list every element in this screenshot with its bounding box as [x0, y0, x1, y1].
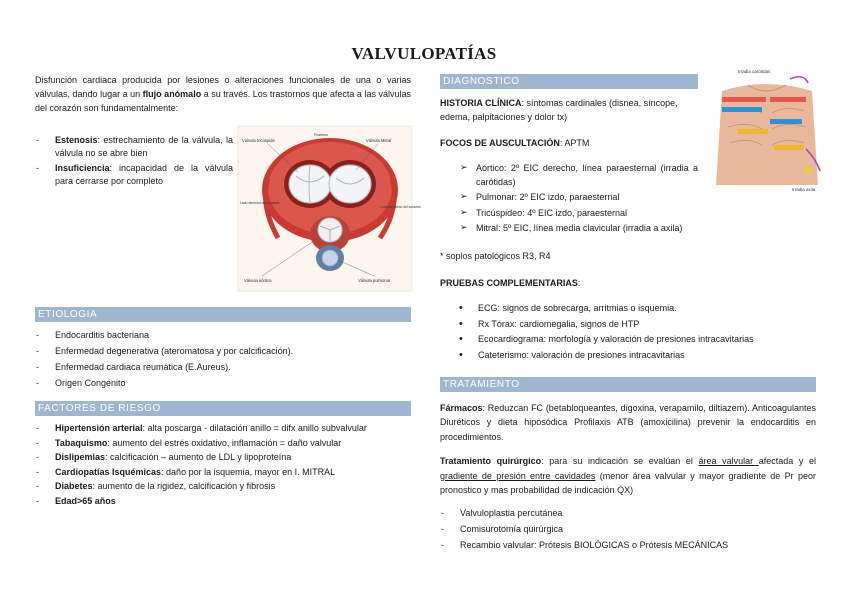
list-item: - Diabetes: aumento de la rigidez, calcificación y fibrosis: [35, 480, 411, 493]
section-etiologia: [35, 307, 411, 393]
left-column: [35, 74, 421, 506]
list-item: ➢ Aórtico: 2º EIC derecho, línea paraesternal (irradia a carótidas): [460, 162, 698, 189]
intro-text-b: a su través. Los trastornos que afecta a las válvulas del corazón son fundamentalmente:: [35, 88, 411, 113]
list-item: - Hipertensión arterial: alta poscarga - dilatación anillo = difx anillo subvalvular: [35, 422, 411, 435]
tratamiento-list: [440, 507, 816, 552]
section-tratamiento: [440, 377, 816, 555]
label-irradia-axila: Irradia axila: [792, 187, 816, 192]
list-item: - Valvuloplastia percutánea: [440, 507, 816, 520]
focos-list: [460, 162, 698, 238]
intro-paragraph: [35, 74, 411, 116]
list-item: - Enfermedad cardiaca reumática (E.Aureus).: [35, 361, 411, 374]
list-item: • Cateterismo: valoración de presiones intracavitarias: [458, 349, 818, 362]
intro-text-a: Disfunción cardiaca producida por lesiones o alteraciones funcionales de una o varias válvulas, dando lugar a un: [35, 75, 411, 99]
label-lado-izquierdo: Lado izquierdo del corazón: [380, 205, 421, 209]
label-tricuspide: Válvula tricúspide: [242, 138, 275, 143]
definitions-list: [35, 134, 233, 190]
list-item: - Edad>65 años: [35, 495, 411, 508]
chest-auscultation-illustration: [708, 67, 826, 193]
label-posterior: Posterior: [314, 133, 329, 137]
list-item: - Cardiopatías Isquémicas: daño por la isquemia, mayor en I. MITRAL: [35, 466, 411, 479]
list-item: - Endocarditis bacteriana: [35, 329, 411, 342]
list-item: - Origen Congénito: [35, 377, 411, 390]
diagnostico-heading: DIAGNOSTICO: [440, 74, 698, 89]
page-title: VALVULOPATÍAS: [351, 44, 497, 63]
list-item: - Enfermedad degenerativa (ateromatosa y por calcificación).: [35, 345, 411, 358]
list-item: ➢ Mitral: 5º EIC, línea media clavicular (irradia a axila): [460, 222, 698, 236]
list-item: • ECG: signos de sobrecarga, arritmias o isquemia.: [458, 302, 818, 315]
list-item: - Comisurotomía quirúrgica: [440, 523, 816, 536]
tratamiento-heading: TRATAMIENTO: [440, 377, 816, 392]
farmacos-paragraph: Fármacos: Reduzcan FC (betabloqueantes, digoxina, verapamilo, diltiazem). Anticoagulantes Diuréticos y dieta hiposódica Profilaxis ATB (amoxicilina) prevenir la endocarditis en procedimientos.: [440, 403, 816, 442]
list-item: - Recambio valvular: Prótesis BIOLÓGICAS o Prótesis MECÁNICAS: [440, 539, 816, 552]
label-pulmonar: Válvula pulmonar: [358, 278, 391, 283]
pruebas-list: [458, 302, 818, 364]
factores-list: [35, 422, 411, 508]
soplos-note: * soplos patológicos R3, R4: [440, 251, 551, 261]
label-lado-derecho: Lado derecho del corazón: [240, 201, 280, 205]
definition-item: - Insuficiencia: incapacidad de la válvula para cerrarse por completo: [35, 162, 233, 188]
factores-heading: FACTORES DE RIESGO: [35, 401, 411, 416]
heart-valves-illustration: [238, 126, 421, 291]
historia-clinica: HISTORIA CLÍNICA: síntomas cardinales (disnea, síncope, edema, palpitaciones y dolor tx): [440, 98, 678, 122]
section-factores-riesgo: [35, 401, 411, 509]
etiologia-heading: ETIOLOGIA: [35, 307, 411, 322]
etiologia-list: [35, 329, 411, 390]
pruebas-complementarias-heading: PRUEBAS COMPLEMENTARIAS:: [440, 278, 581, 288]
list-item: • Ecocardiograma: morfología y valoración de presiones intracavitarias: [458, 333, 818, 346]
label-aortica: Válvula aórtica: [244, 278, 272, 283]
label-irradia-carotidas: Irradia carótidas: [738, 69, 771, 74]
list-item: ➢ Tricúspideo: 4º EIC izdo, paraesternal: [460, 207, 698, 221]
section-diagnostico: [440, 74, 698, 125]
focos-auscultacion-heading: FOCOS DE AUSCULTACIÓN: APTM: [440, 138, 590, 148]
intro-bold: flujo anómalo: [142, 88, 202, 99]
list-item: - Tabaquismo: aumento del estrés oxidativo, inflamación = daño valvular: [35, 437, 411, 450]
list-item: ➢ Pulmonar: 2º EIC izdo, paraesternal: [460, 191, 698, 205]
tratamiento-quirurgico-paragraph: Tratamiento quirúrgico: para su indicación se evalúan el área valvular afectada y el gradiente de presión entre cavidades (menor área valvular y mayor gradiente de Pr peor pronostico y mas probabilidad de indicación QX): [440, 456, 816, 495]
label-mitral: Válvula Mitral: [366, 138, 392, 143]
list-item: - Dislipemias: calcificación – aumento de LDL y lipoproteína: [35, 451, 411, 464]
list-item: • Rx Tórax: cardiomegalia, signos de HTP: [458, 318, 818, 331]
definition-item: - Estenosis: estrechamiento de la válvula, la válvula no se abre bien: [35, 134, 233, 160]
